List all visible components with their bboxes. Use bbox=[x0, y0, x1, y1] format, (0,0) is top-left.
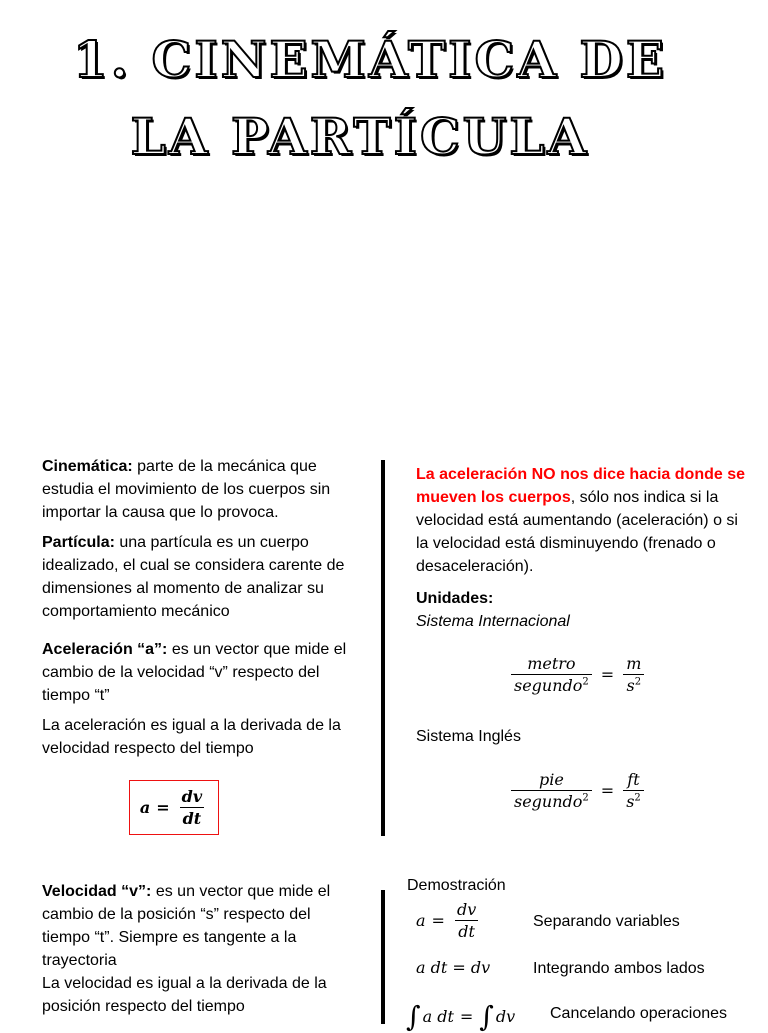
equals-sign: = bbox=[156, 798, 170, 817]
column-divider-top bbox=[381, 460, 385, 836]
step3-note: Cancelando operaciones bbox=[550, 1005, 728, 1022]
si-label: Sistema Internacional bbox=[416, 613, 570, 630]
step1-note: Separando variables bbox=[533, 913, 680, 930]
unidades-label: Unidades: bbox=[416, 590, 494, 607]
column-divider-bottom bbox=[381, 890, 385, 1024]
title-line-1: 1. CINEMÁTICA DE bbox=[72, 30, 668, 89]
formula-lhs: a bbox=[139, 798, 151, 817]
aceleracion-label: Aceleración “a”: bbox=[42, 641, 168, 658]
cinematica-label: Cinemática: bbox=[42, 458, 133, 475]
particula-text: una partícula es un cuerpo idealizado, el cual se considera carente de dimensiones al momento de analizar su comportamiento mecánico bbox=[42, 534, 345, 620]
ingles-label: Sistema Inglés bbox=[416, 728, 521, 745]
en-fraction-1: $\frac{\text{pie}}{segundo^2}$ bbox=[511, 770, 592, 811]
step3-formula: ∫ a dt = ∫ dv bbox=[406, 1000, 516, 1033]
demostracion-heading: Demostración bbox=[407, 877, 506, 894]
formula-numerator: dv bbox=[181, 787, 203, 806]
acceleration-formula-box bbox=[129, 780, 219, 835]
step2-note: Integrando ambos lados bbox=[533, 960, 705, 977]
particula-definition bbox=[42, 531, 367, 623]
formula-fraction bbox=[179, 787, 205, 828]
step2-formula: a dt = dv bbox=[416, 958, 491, 977]
velocidad-definition bbox=[42, 880, 362, 972]
acceleration-formula bbox=[140, 787, 208, 828]
cinematica-text: parte de la mecánica que estudia el movimiento de los cuerpos sin importar la causa que lo provoca. bbox=[42, 458, 331, 521]
english-units-formula: $\frac{\text{pie}}{segundo^2}$ = $\frac{ft}{s^2}$ bbox=[508, 770, 647, 811]
si-fraction-1: $\frac{\text{metro}}{segundo^2}$ bbox=[511, 654, 592, 695]
si-fraction-2: $\frac{m}{s^2}$ bbox=[623, 654, 644, 695]
aceleracion-note bbox=[416, 463, 751, 578]
aceleracion-note-text: , sólo nos indica si la velocidad está aumentando (aceleración) o si la velocidad está disminuyendo (frenado o desaceleración). bbox=[416, 489, 738, 575]
integral-sign-left: ∫ bbox=[406, 1000, 421, 1033]
formula-denominator: dt bbox=[180, 807, 205, 828]
si-units-formula: $\frac{\text{metro}}{segundo^2}$ = $\frac{m}{s^2}$ bbox=[508, 654, 647, 695]
integral-sign-right: ∫ bbox=[479, 1000, 494, 1033]
title-line-2: LA PARTÍCULA bbox=[130, 107, 590, 166]
velocidad-derivada-text: La velocidad es igual a la derivada de la posición respecto del tiempo bbox=[42, 975, 327, 1015]
aceleracion-definition bbox=[42, 638, 362, 707]
velocidad-text: es un vector que mide el cambio de la posición “s” respecto del tiempo “t”. Siempre es tangente a la trayectoria bbox=[42, 883, 331, 969]
velocidad-label: Velocidad “v”: bbox=[42, 883, 152, 900]
particula-label: Partícula: bbox=[42, 534, 115, 551]
en-fraction-2: $\frac{ft}{s^2}$ bbox=[623, 770, 644, 811]
step1-formula: a = $\frac{dv}{dt}$ bbox=[416, 900, 477, 941]
cinematica-definition bbox=[42, 455, 372, 524]
aceleracion-text: es un vector que mide el cambio de la velocidad “v” respecto del tiempo “t” bbox=[42, 641, 347, 704]
aceleracion-warning: La aceleración NO nos dice hacia donde se mueven los cuerpos bbox=[416, 466, 746, 506]
aceleracion-derivada-text: La aceleración es igual a la derivada de la velocidad respecto del tiempo bbox=[42, 717, 341, 757]
